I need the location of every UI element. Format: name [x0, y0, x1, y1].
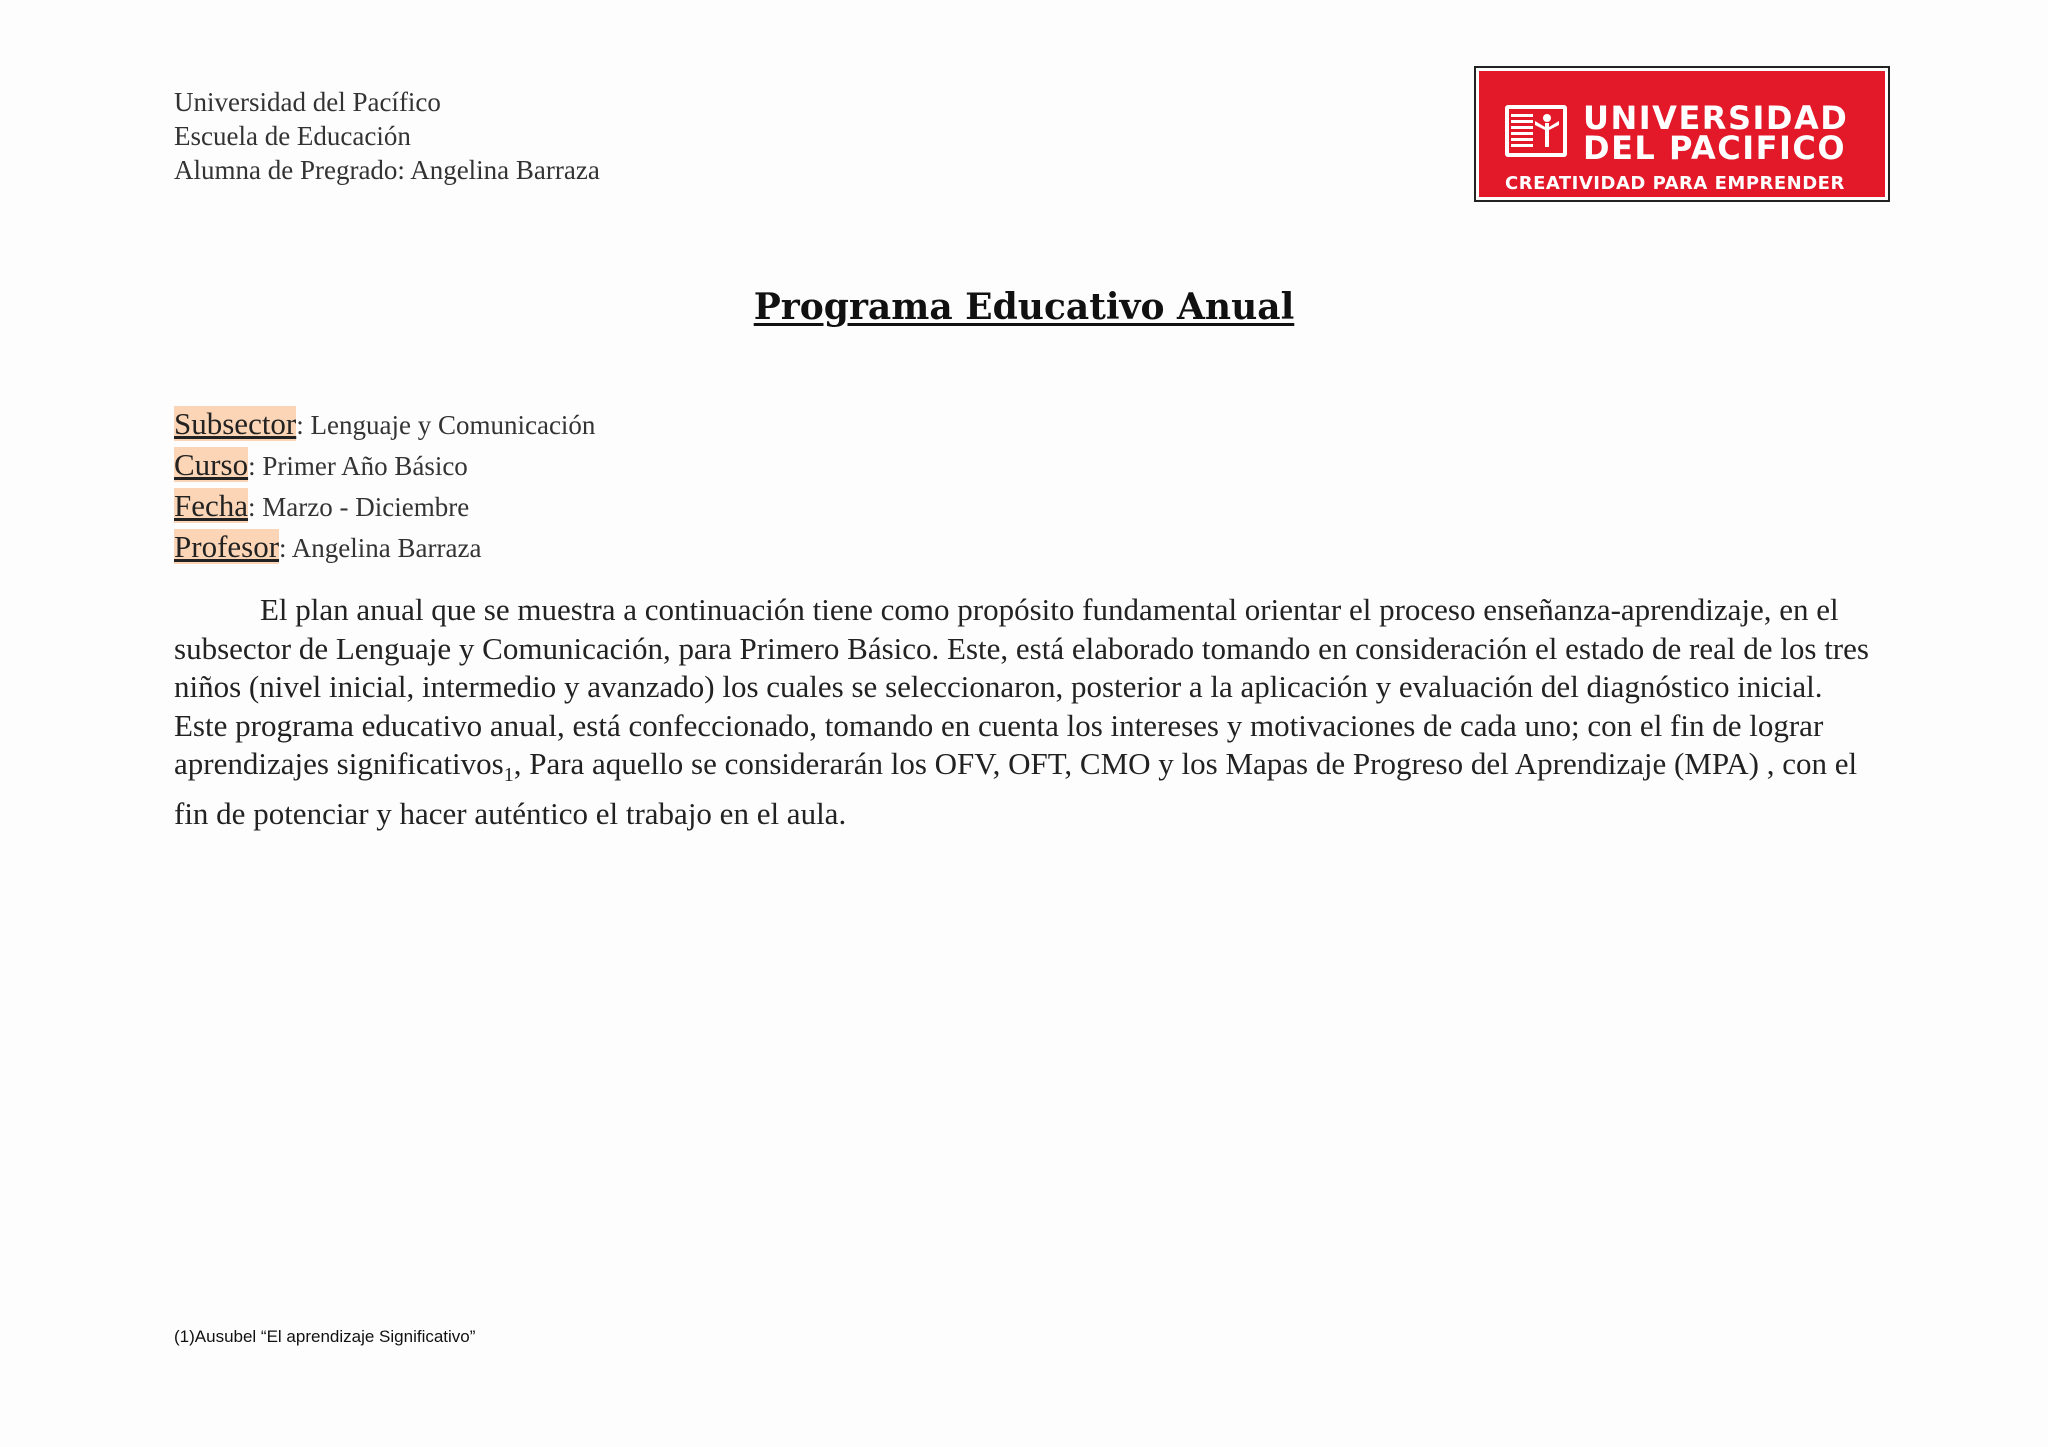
field-label: Fecha: [174, 488, 249, 523]
school-name: Escuela de Educación: [174, 121, 411, 151]
field-subsector: [174, 404, 595, 445]
field-label: Profesor: [174, 529, 280, 564]
university-name: Universidad del Pacífico: [174, 87, 441, 117]
footnote-reference: 1: [503, 764, 514, 787]
field-curso: [174, 445, 595, 486]
university-emblem-icon: [1505, 105, 1567, 157]
field-label: Subsector: [174, 406, 297, 441]
course-info: [174, 404, 595, 568]
footnote: (1)Ausubel “El aprendizaje Significativo”: [174, 1327, 476, 1346]
field-value: : Lenguaje y Comunicación: [296, 410, 596, 440]
field-value: : Angelina Barraza: [279, 533, 482, 563]
logo-text-line1: UNIVERSIDAD: [1583, 99, 1849, 137]
university-logo: [1474, 66, 1890, 202]
body-text-part1: El plan anual que se muestra a continuación tiene como propósito fundamental orientar el proceso enseñanza-aprendizaje, en el subsector de Lenguaje y Comunicación, para Primero Básico. Este, está elaborado tomando en consideración el estado de real de los tres niños (nivel inicial, intermedio y avanzado) los cuales se seleccionaron, posterior a la aplicación y evaluación del diagnóstico inicial. Este programa educativo anual, está confeccionado, tomando en cuenta los intereses y motivaciones de cada uno; con el fin de lograr aprendizajes significativos: [174, 592, 1869, 781]
field-fecha: [174, 486, 595, 527]
document-title: Programa Educativo Anual: [753, 286, 1295, 328]
body-text-part2: , Para aquello se considerarán los OFV, OFT, CMO y los Mapas de Progreso del Aprendizaje (MPA) , con el fin de potenciar y hacer auténtico el trabajo en el aula.: [174, 746, 1858, 831]
body-paragraph: [174, 591, 1874, 833]
logo-text-line2: DEL PACIFICO: [1583, 129, 1847, 167]
logo-tagline: CREATIVIDAD PARA EMPRENDER: [1505, 173, 1845, 194]
document-header: [174, 85, 600, 187]
field-label: Curso: [174, 447, 249, 482]
field-value: : Marzo - Diciembre: [248, 492, 470, 522]
field-profesor: [174, 527, 595, 568]
field-value: : Primer Año Básico: [248, 451, 468, 481]
logo-background: [1479, 71, 1885, 197]
student-name: Alumna de Pregrado: Angelina Barraza: [174, 155, 600, 185]
